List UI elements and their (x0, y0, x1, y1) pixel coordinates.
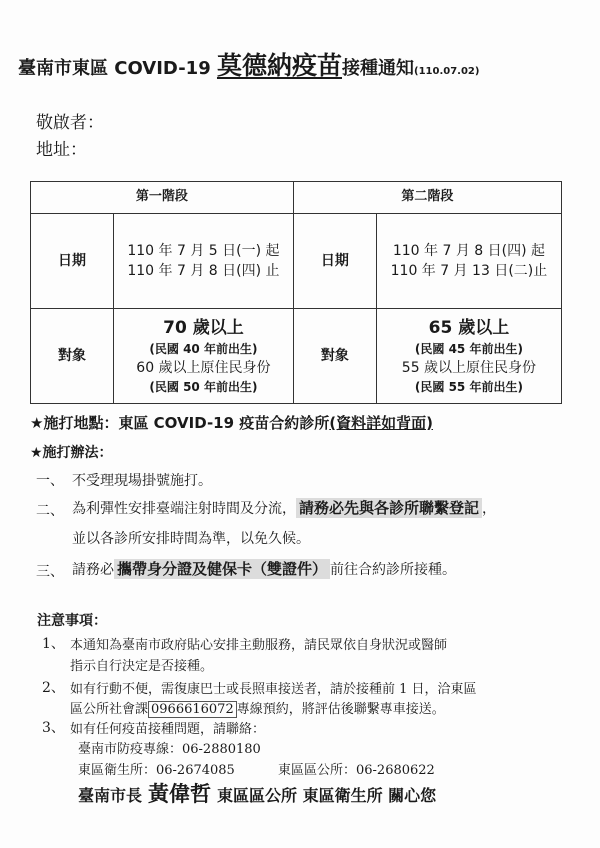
method-item-3-text (72, 558, 456, 579)
note-3-line1: 如有任何疫苗接種問題，請聯絡： (70, 722, 266, 737)
method-item-2-text-b: ， (482, 501, 497, 517)
phase-2-end-date: 110 年 7 月 13 日(二)止 (390, 263, 548, 280)
schedule-header-row (31, 182, 562, 214)
phase-2-target-label: 對象 (293, 309, 376, 404)
note-1-line1: 本通知為臺南市政府貼心安排主動服務，請民眾依自身狀況或醫師 (70, 638, 448, 653)
note-2-line2-b: 專線預約，將評估後聯繫專車接送。 (236, 702, 445, 717)
note-1-number: 1、 (42, 636, 65, 652)
phase-1-indigenous-birth-year: (民國 50 年前出生) (149, 379, 258, 394)
phase-1-start-date: 110 年 7 月 5 日(一) 起 (127, 242, 280, 259)
health-center-phone: 東區衛生所：06-2674085 (78, 763, 235, 778)
location-text: ★施打地點：東區 COVID-19 疫苗合約診所 (30, 414, 330, 432)
location-details-note: (資料詳如背面) (329, 414, 433, 432)
signature (78, 778, 436, 808)
phase-1-age: 70 歲以上 (163, 318, 244, 339)
phase-2-targets (376, 309, 561, 404)
phase-2-dates (376, 214, 561, 309)
title-suffix: 接種通知 (342, 58, 414, 79)
note-2-line1: 如有行動不便，需復康巴士或長照車接送者，請於接種前 1 日，洽東區 (70, 682, 477, 697)
phase-2-start-date: 110 年 7 月 8 日(四) 起 (392, 242, 546, 259)
phase-1-targets (114, 309, 294, 404)
phase-1-end-date: 110 年 7 月 8 日(四) 止 (127, 263, 280, 280)
method-item-3-text-a: 請務必 (72, 562, 114, 578)
note-2-number: 2、 (42, 680, 65, 696)
method-item-2-text (72, 497, 496, 518)
signature-title: 臺南市長 (78, 786, 143, 805)
method-item-1-number: 一、 (36, 473, 64, 489)
phase-2-birth-year: (民國 45 年前出生) (414, 341, 523, 356)
method-item-2-number: 二、 (36, 503, 64, 519)
method-item-3-number: 三、 (36, 564, 64, 580)
phase-1-indigenous-age: 60 歲以上原住民身份 (136, 360, 271, 377)
title-vaccine: 莫德納疫苗 (216, 51, 342, 80)
note-1-line2: 指示自行決定是否接種。 (70, 659, 214, 674)
phase-1-header: 第一階段 (31, 182, 294, 214)
method-heading: ★施打辦法： (30, 445, 113, 461)
mayor-name: 黃偉哲 (148, 781, 212, 806)
notes-heading: 注意事項： (37, 613, 107, 629)
phase-2-header: 第二階段 (293, 182, 561, 214)
title-prefix: 臺南市東區 COVID-19 (18, 58, 217, 79)
schedule-target-row (31, 309, 562, 404)
phase-1-birth-year: (民國 40 年前出生) (149, 341, 258, 356)
note-3-number: 3、 (42, 720, 65, 736)
social-affairs-phone: 0966616072 (148, 701, 237, 718)
method-item-3-text-b: 前往合約診所接種。 (330, 562, 457, 578)
method-item-2-line2: 並以各診所安排時間為準，以免久候。 (72, 531, 310, 547)
epidemic-hotline: 臺南市防疫專線：06-2880180 (78, 742, 261, 757)
phase-2-indigenous-age: 55 歲以上原住民身份 (401, 360, 537, 377)
schedule-table (30, 181, 562, 404)
method-item-2-text-a: 為利彈性安排臺端注射時間及分流， (72, 501, 296, 517)
title-date: (110.07.02) (414, 66, 480, 77)
phase-2-age: 65 歲以上 (428, 318, 510, 339)
note-2-line2-a: 區公所社會課 (70, 702, 149, 717)
phase-2-date-label: 日期 (293, 214, 376, 309)
method-item-2-highlight: 請務必先與各診所聯繫登記 (296, 498, 482, 518)
phase-1-target-label: 對象 (31, 309, 114, 404)
phase-2-indigenous-birth-year: (民國 55 年前出生) (414, 379, 523, 394)
phase-1-date-label: 日期 (31, 214, 114, 309)
salutation: 敬啟者： (36, 113, 104, 133)
notice-title (18, 46, 588, 82)
district-office-phone: 東區區公所：06-2680622 (278, 763, 435, 778)
note-2-line2 (70, 698, 445, 717)
schedule-date-row (31, 214, 562, 309)
vaccination-location (30, 412, 433, 433)
phase-1-dates (114, 214, 294, 309)
method-item-1-text: 不受理現場掛號施打。 (72, 473, 212, 489)
method-item-3-highlight: 攜帶身分證及健保卡（雙證件） (114, 559, 330, 579)
address-label: 地址： (36, 140, 87, 160)
signature-orgs: 東區區公所 東區衛生所 關心您 (217, 786, 437, 805)
